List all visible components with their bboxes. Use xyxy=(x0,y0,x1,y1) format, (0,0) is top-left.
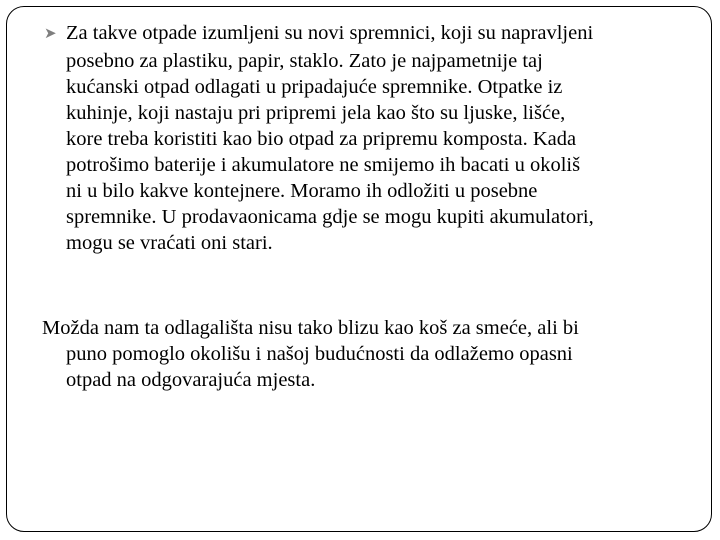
paragraph-2-line-2: puno pomoglo okolišu i našoj budućnosti da odlažemo opasni xyxy=(66,343,573,365)
paragraph-1-line-4: kuhinje, koji nastaju pri pripremi jela kao što su ljuske, lišće, xyxy=(66,102,566,124)
paragraph-2-line-3: otpad na odgovarajuća mjesta. xyxy=(66,369,316,391)
paragraph-1-line-2: posebno za plastiku, papir, staklo. Zato je najpametnije taj xyxy=(66,50,543,72)
paragraph-1 xyxy=(44,20,699,256)
bullet-arrow-icon: ➤ xyxy=(44,26,57,42)
paragraph-1-first-line xyxy=(44,20,699,48)
paragraph-1-line-5: kore treba koristiti kao bio otpad za pripremu komposta. Kada xyxy=(66,128,577,150)
paragraph-2-continuation xyxy=(44,341,699,393)
paragraph-1-line-8: spremnike. U prodavaonicama gdje se mogu kupiti akumulatori, xyxy=(66,206,594,228)
paragraph-1-line-1: Za takve otpade izumljeni su novi spremnici, koji su napravljeni xyxy=(66,22,594,44)
paragraph-1-line-6: potrošimo baterije i akumulatore ne smijemo ih bacati u okoliš xyxy=(66,154,581,176)
paragraph-1-line-9: mogu se vraćati oni stari. xyxy=(66,232,273,254)
paragraph-1-line-7: ni u bilo kakve kontejnere. Moramo ih odložiti u posebne xyxy=(66,180,538,202)
paragraph-1-line-3: kućanski otpad odlagati u pripadajuće spremnike. Otpatke iz xyxy=(66,76,563,98)
paragraph-2 xyxy=(44,315,699,393)
paragraph-2-line-1: Možda nam ta odlagališta nisu tako blizu kao koš za smeće, ali bi xyxy=(42,317,579,339)
paragraph-1-continuation xyxy=(44,48,699,256)
